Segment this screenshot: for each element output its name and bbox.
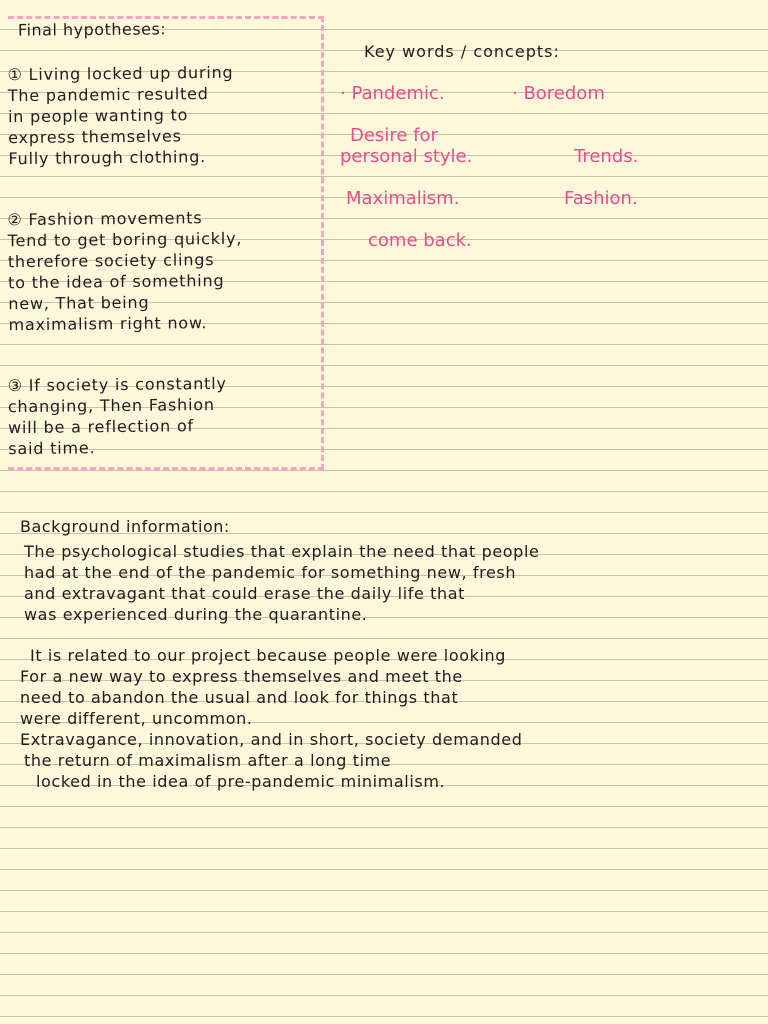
background-line: and extravagant that could erase the daily life that: [24, 584, 465, 603]
keyword-personal-style: personal style.: [340, 146, 473, 167]
keyword-pandemic: · Pandemic.: [340, 83, 445, 104]
hypothesis-1-line: Fully through clothing.: [8, 147, 207, 169]
hypothesis-1-line: The pandemic resulted: [7, 84, 209, 106]
hypothesis-3-line: changing, Then Fashion: [7, 394, 215, 417]
hypothesis-2: [7, 207, 243, 335]
background-line: was experienced during the quarantine.: [24, 605, 368, 624]
hypothesis-3-line: said time.: [8, 438, 96, 459]
hypothesis-2-line: maximalism right now.: [8, 313, 208, 335]
background-line: were different, uncommon.: [20, 709, 253, 728]
hypothesis-2-line: to the idea of something: [8, 270, 225, 293]
background-line: the return of maximalism after a long time: [24, 751, 392, 770]
keyword-maximalism: Maximalism.: [346, 188, 460, 209]
background-line: Extravagance, innovation, and in short, society demanded: [20, 730, 523, 749]
hypotheses-title: Final hypotheses:: [17, 19, 167, 40]
background-paragraph-2: [20, 645, 523, 792]
hypothesis-1-line: express themselves: [8, 126, 182, 148]
hypothesis-3: [8, 373, 228, 459]
hypothesis-2-line: therefore society clings: [7, 250, 215, 272]
keyword-boredom: · Boredom: [512, 83, 605, 104]
hypothesis-3-line: will be a reflection of: [8, 416, 195, 438]
background-line: had at the end of the pandemic for something new, fresh: [24, 563, 517, 582]
hypothesis-1-line: ① Living locked up during: [7, 62, 234, 85]
background-line: need to abandon the usual and look for things that: [20, 688, 459, 707]
background-line: For a new way to express themselves and meet the: [20, 667, 463, 686]
keyword-fashion: Fashion.: [564, 188, 638, 209]
hypothesis-2-line: ② Fashion movements: [7, 208, 203, 230]
hypothesis-1-line: in people wanting to: [7, 105, 189, 127]
background-line: It is related to our project because people were looking: [30, 646, 507, 665]
hypothesis-3-line: ③ If society is constantly: [7, 373, 227, 396]
hypothesis-1: [7, 62, 234, 169]
keywords-title: Key words / concepts:: [364, 42, 560, 61]
keyword-trends: Trends.: [574, 146, 639, 167]
background-line: The psychological studies that explain the need that people: [24, 542, 540, 561]
background-title: Background information:: [20, 517, 230, 536]
background-line: locked in the idea of pre-pandemic minimalism.: [36, 772, 446, 791]
keyword-desire-for: Desire for: [350, 125, 438, 146]
hypothesis-2-line: new, That being: [8, 292, 150, 314]
background-paragraph-1: [24, 541, 539, 625]
hypothesis-2-line: Tend to get boring quickly,: [7, 228, 243, 251]
keyword-come-back: come back.: [368, 230, 472, 251]
